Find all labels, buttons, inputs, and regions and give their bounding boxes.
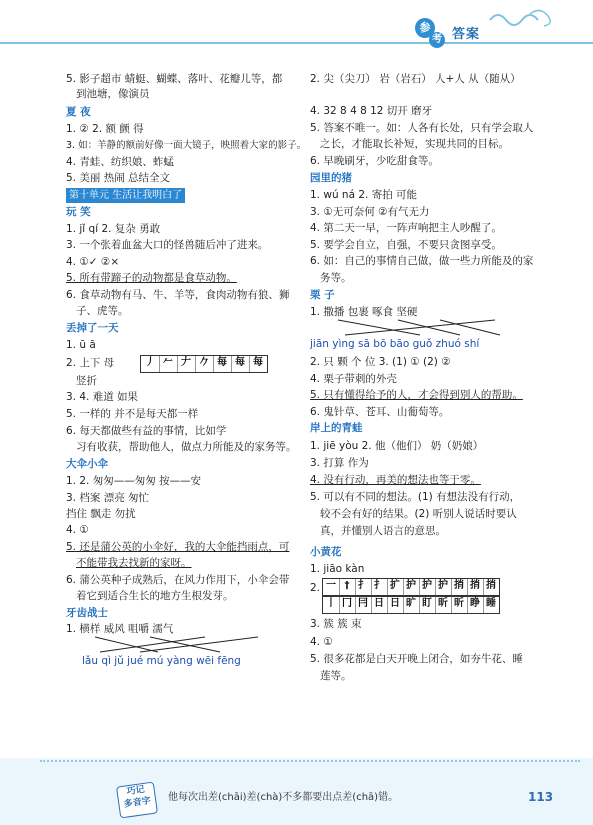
stroke-cell: 每 xyxy=(231,356,250,372)
pinyin-line: lǎu qì jǔ jué mú yàng wēi fēng xyxy=(82,655,241,667)
text-line: 6. 蒲公英种子成熟后，在风力作用下，小伞会带 xyxy=(66,574,290,586)
text-line: 1. 横样 威风 咀嚼 濡气 xyxy=(66,623,174,635)
text-line: 2. 只 颗 个 位 3. (1) ① (2) ② xyxy=(310,356,451,368)
text-line: 之长，才能取长补短，实现共同的目标。 xyxy=(320,138,509,150)
text-line: 3. 4. 难道 如果 xyxy=(66,391,139,403)
page-title: 答案 xyxy=(452,27,481,42)
text-line: 子、虎等。 xyxy=(76,305,129,317)
text-line: 4. ① xyxy=(66,524,89,536)
text-line: 1. 撒播 包裹 啄食 坚硬 xyxy=(310,306,418,318)
text-line: 3. 簇 簇 束 xyxy=(310,618,362,630)
stroke-cell: 捎 xyxy=(467,579,484,595)
text-line: 4. 第二天一早，一阵声响把主人吵醒了。 xyxy=(310,222,502,234)
wave-decoration-icon xyxy=(380,6,593,46)
text-line: 真，并懂别人语言的意思。 xyxy=(320,525,446,537)
text-line: 3. 一个张着血盆大口的怪兽随后冲了进来。 xyxy=(66,239,269,251)
stroke-cell: 一 xyxy=(323,579,340,595)
stroke-cell: 𠂊 xyxy=(195,356,214,372)
text-line: 2. xyxy=(310,582,321,594)
text-line: 2. 尖（尖刀） 岩（岩石） 人+人 从（随从） xyxy=(310,73,521,85)
header-badge: 考 xyxy=(429,32,445,48)
text-line: 1. jiāo kàn xyxy=(310,563,365,575)
text-line: 6. 食草动物有马、牛、羊等，食肉动物有狼、狮 xyxy=(66,289,290,301)
section-heading: 大伞小伞 xyxy=(66,458,108,470)
text-line: 5. 可以有不同的想法。(1) 有想法没有行动， xyxy=(310,491,521,503)
text-line: 到池塘，像演员 xyxy=(76,88,150,100)
text-line: 5. 影子超市 蜻蜓、蝴蝶、落叶、花瓣儿等，都 xyxy=(66,73,283,85)
text-line: 5. 答案不唯一。如：人各有长处，只有学会取人 xyxy=(310,122,534,134)
stroke-cell: 丿 xyxy=(141,356,160,372)
section-heading: 栗 子 xyxy=(310,289,335,301)
stroke-cell: 昕 xyxy=(451,597,468,613)
stroke-cell: 扌 xyxy=(355,579,372,595)
text-line: 莲等。 xyxy=(320,670,352,682)
stroke-order-box xyxy=(322,578,500,596)
text-line: 5. 还是蒲公英的小伞好，我的大伞能挡雨点，可 xyxy=(66,541,290,553)
text-line: 着它到适合生长的地方生根发芽。 xyxy=(76,590,234,602)
text-line: 2. 上下 母 xyxy=(66,357,115,369)
stroke-cell: 冃 xyxy=(355,597,372,613)
text-line: 习有收获，帮助他人，做点力所能及的家务等。 xyxy=(76,441,297,453)
footer-divider xyxy=(40,760,580,768)
stroke-cell: 𠂉 xyxy=(159,356,178,372)
section-heading: 丢掉了一天 xyxy=(66,322,119,334)
text-line: 1. 2. 匆匆——匆匆 按——安 xyxy=(66,475,202,487)
text-line: 务等。 xyxy=(320,272,352,284)
header-badge: 参 xyxy=(415,18,435,38)
stroke-cell: 冂 xyxy=(339,597,356,613)
tip-badge: 巧记 多音字 xyxy=(116,782,158,819)
text-line: 1. jǐ qí 2. 复杂 勇敢 xyxy=(66,223,161,235)
stroke-cell: 护 xyxy=(403,579,420,595)
stroke-cell: 护 xyxy=(435,579,452,595)
text-line: 4. ① xyxy=(310,636,333,648)
text-line: 3. ①无可奈何 ②有气无力 xyxy=(310,206,430,218)
section-heading: 夏 夜 xyxy=(66,106,91,118)
text-line: 6. 早晚刷牙，少吃甜食等。 xyxy=(310,155,439,167)
section-heading: 牙齿战士 xyxy=(66,607,108,619)
text-line: 挡住 飘走 勿扰 xyxy=(66,508,136,520)
text-line: 4. ①✓ ②× xyxy=(66,256,120,268)
text-line: 6. 如：自己的事情自己做，做一些力所能及的家 xyxy=(310,255,534,267)
text-line: 不能带我去找新的家呀。 xyxy=(76,557,192,569)
text-line: 较不会有好的结果。(2) 听别人说话时要认 xyxy=(320,508,517,520)
stroke-cell: 护 xyxy=(419,579,436,595)
text-line: 4. 青蛙、纺织娘、蚱蜢 xyxy=(66,156,174,168)
stroke-cell: 睡 xyxy=(486,598,496,609)
stroke-order-box xyxy=(322,596,500,614)
text-line: 3. 打算 作为 xyxy=(310,457,369,469)
pinyin-line: jiān yìng sā bō bāo guǒ zhuó shí xyxy=(310,338,480,350)
section-heading: 玩 笑 xyxy=(66,206,91,218)
stroke-cell: 捎 xyxy=(451,579,468,595)
stroke-cell: 捎 xyxy=(486,580,496,591)
text-line: 5. 美丽 热闹 总结全文 xyxy=(66,172,171,184)
stroke-cell: 每 xyxy=(213,356,232,372)
stroke-cell: 丨 xyxy=(323,597,340,613)
stroke-cell: † xyxy=(339,579,356,595)
text-line: 1. ② 2. 额 颤 得 xyxy=(66,123,144,135)
stroke-cell: 每 xyxy=(253,357,263,368)
text-line: 6. 鬼针草、苍耳、山葡萄等。 xyxy=(310,406,450,418)
text-line: 4. 32 8 4 8 12 切开 磨牙 xyxy=(310,105,433,117)
text-line: 5. 所有带蹄子的动物都是食草动物。 xyxy=(66,272,237,284)
text-line: 3. 档案 漂亮 匆忙 xyxy=(66,492,150,504)
tip-text: 他每次出差(chāi)差(chà)不多都要出点差(chā)错。 xyxy=(168,792,399,803)
text-line: 5. 很多花都是白天开晚上闭合，如夯牛花、睡 xyxy=(310,653,523,665)
stroke-cell: 睁 xyxy=(467,597,484,613)
text-line: 5. 要学会自立，自强，不要只贪图享受。 xyxy=(310,239,502,251)
text-line: 5. 只有懂得给予的人，才会得到别人的帮助。 xyxy=(310,389,523,401)
header xyxy=(0,0,593,50)
stroke-cell: 扩 xyxy=(387,579,404,595)
stroke-order-box xyxy=(140,355,268,373)
text-line: 3. 如：羊静的额前好像一面大镜子，映照着大家的影子。 xyxy=(66,140,307,151)
section-heading: 园里的猪 xyxy=(310,172,352,184)
section-heading: 岸上的青蛙 xyxy=(310,422,363,434)
section-heading: 小黄花 xyxy=(310,546,342,558)
text-line: 6. 每天都做些有益的事情，比如学 xyxy=(66,425,227,437)
text-line: 5. 一样的 并不是每天都一样 xyxy=(66,408,199,420)
stroke-cell: 盯 xyxy=(419,597,436,613)
text-line: 1. jiē yòu 2. 他（他们） 奶（奶娘） xyxy=(310,440,484,452)
unit-heading: 第十单元 生活让我明白了 xyxy=(66,188,185,203)
text-line: 1. wú ná 2. 寄拍 可能 xyxy=(310,189,418,201)
text-line: 4. 没有行动，再美的想法也等于零。 xyxy=(310,474,481,486)
stroke-cell: 𠂇 xyxy=(177,356,196,372)
stroke-cell: 旷 xyxy=(403,597,420,613)
text-line: 4. 栗子带刺的外壳 xyxy=(310,373,397,385)
stroke-cell: 日 xyxy=(371,597,388,613)
text-line: 竖折 xyxy=(76,375,97,387)
page-number: 113 xyxy=(528,790,554,804)
text-line: 1. ū ā xyxy=(66,339,96,351)
stroke-cell: 扌 xyxy=(371,579,388,595)
stroke-cell: 昕 xyxy=(435,597,452,613)
stroke-cell: 日 xyxy=(387,597,404,613)
